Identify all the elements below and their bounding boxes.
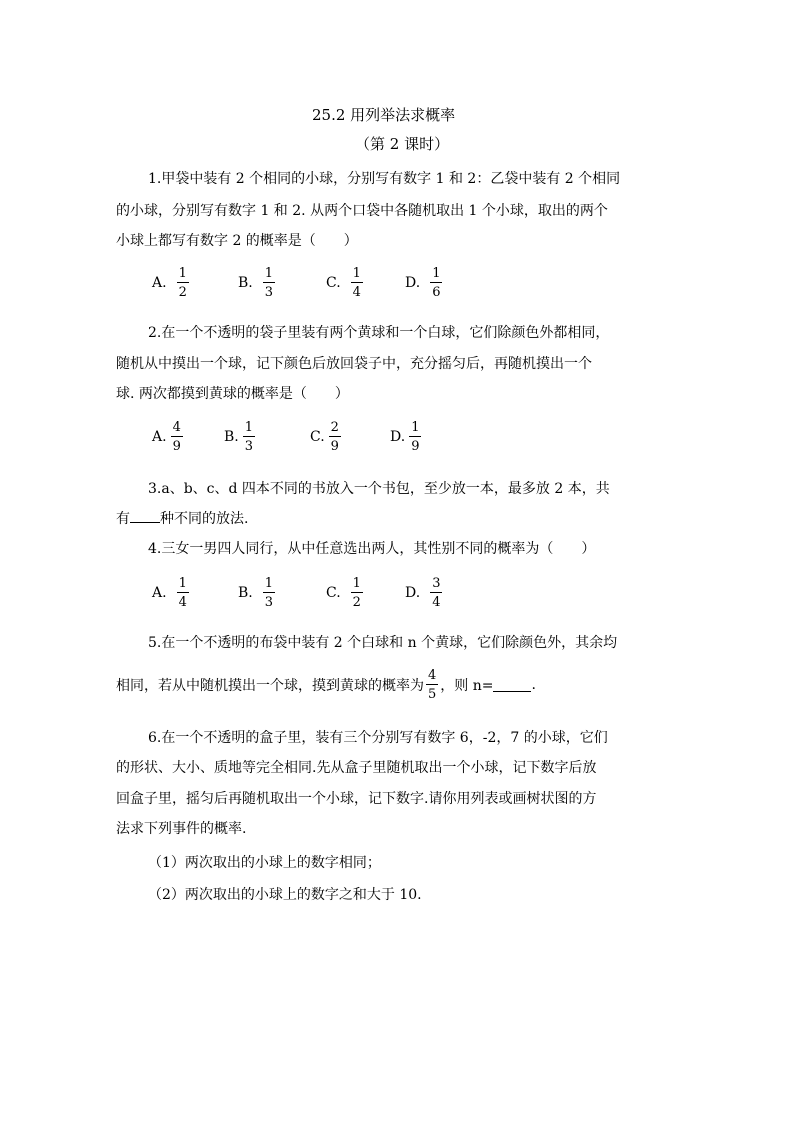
page-subtitle: （第 2 课时） xyxy=(355,135,450,153)
question-4-option-a xyxy=(152,576,191,610)
fraction xyxy=(351,266,363,300)
fraction-numerator: 3 xyxy=(432,576,441,591)
question-5-text: ，则 n= xyxy=(440,678,494,694)
fraction xyxy=(430,266,442,300)
question-2-option-d xyxy=(390,420,423,454)
question-1-line: 1.甲袋中装有 2 个相同的小球，分别写有数字 1 和 2：乙袋中装有 2 个相同 xyxy=(148,171,621,187)
fraction-numerator: 1 xyxy=(352,266,361,281)
fraction-numerator: 1 xyxy=(264,576,274,591)
fraction-denominator: 6 xyxy=(432,285,441,300)
question-1-option-a xyxy=(152,266,191,300)
question-1-option-b xyxy=(238,266,277,300)
fraction-denominator: 5 xyxy=(428,687,437,702)
fraction xyxy=(243,420,255,454)
fraction-denominator: 4 xyxy=(178,595,187,610)
option-letter: C. xyxy=(310,429,325,445)
question-4-option-c xyxy=(326,576,365,610)
question-5-text: 相同，若从中随机摸出一个球，摸到黄球的概率为 xyxy=(116,678,424,694)
fraction-numerator: 1 xyxy=(178,266,187,281)
fraction xyxy=(171,420,183,454)
option-letter: B. xyxy=(238,585,253,601)
fraction-numerator: 1 xyxy=(352,576,361,591)
fraction xyxy=(263,576,275,610)
fraction-denominator: 9 xyxy=(172,439,181,454)
option-letter: B. xyxy=(238,275,253,291)
fraction-numerator: 1 xyxy=(178,576,187,591)
fraction-denominator: 2 xyxy=(178,285,187,300)
question-6-subquestion-2: （2）两次取出的小球上的数字之和大于 10. xyxy=(148,887,422,903)
question-4-line: 4.三女一男四人同行，从中任意选出两人，其性别不同的概率为（ ） xyxy=(148,541,596,557)
question-3-line: 3.a、b、c、d 四本不同的书放入一个书包，至少放一本，最多放 2 本，共 xyxy=(148,481,610,497)
fraction-denominator: 4 xyxy=(352,285,361,300)
fraction xyxy=(426,668,438,702)
fraction-numerator: 4 xyxy=(172,420,181,435)
question-4-option-b xyxy=(238,576,277,610)
fraction xyxy=(177,266,189,300)
fraction-numerator: 1 xyxy=(432,266,441,281)
question-5-line xyxy=(116,668,536,702)
question-3-text: 种不同的放法. xyxy=(160,511,249,527)
question-1-line: 小球上都写有数字 2 的概率是（ ） xyxy=(116,233,358,249)
question-4-option-d xyxy=(405,576,444,610)
question-2-line: 随机从中摸出一个球，记下颜色后放回袋子中，充分摇匀后，再随机摸出一个 xyxy=(116,356,592,372)
question-1-line: 的小球，分别写有数字 1 和 2. 从两个口袋中各随机取出 1 个小球，取出的两个 xyxy=(116,203,608,219)
fraction-denominator: 9 xyxy=(411,439,420,454)
fraction-numerator: 2 xyxy=(330,420,339,435)
question-6-subquestion-1: （1）两次取出的小球上的数字相同； xyxy=(148,855,381,871)
question-2-option-a xyxy=(152,420,185,454)
fraction-denominator: 2 xyxy=(352,595,361,610)
fraction-denominator: 3 xyxy=(264,285,274,300)
answer-blank[interactable] xyxy=(493,679,531,692)
question-1-option-c xyxy=(326,266,365,300)
question-6-line: 回盒子里，摇匀后再随机取出一个小球，记下数字.请你用列表或画树状图的方 xyxy=(116,791,597,807)
question-2-option-b xyxy=(224,420,257,454)
question-3-text: 有 xyxy=(116,511,130,527)
answer-blank[interactable] xyxy=(130,508,160,523)
question-1-option-d xyxy=(405,266,444,300)
question-2-line: 2.在一个不透明的袋子里装有两个黄球和一个白球，它们除颜色外都相同， xyxy=(148,325,610,341)
question-5-text: . xyxy=(531,677,536,693)
fraction-denominator: 9 xyxy=(330,439,339,454)
question-2-line: 球. 两次都摸到黄球的概率是（ ） xyxy=(116,386,349,402)
fraction-numerator: 1 xyxy=(264,266,274,281)
fraction-denominator: 3 xyxy=(244,439,254,454)
question-3-line xyxy=(116,508,248,528)
fraction xyxy=(177,576,189,610)
question-6-line: 法求下列事件的概率. xyxy=(116,821,247,837)
option-letter: A. xyxy=(152,585,167,601)
fraction-denominator: 4 xyxy=(432,595,441,610)
option-letter: B. xyxy=(224,429,239,445)
option-letter: D. xyxy=(405,275,421,291)
question-6-line: 6.在一个不透明的盒子里，装有三个分别写有数字 6，-2，7 的小球，它们 xyxy=(148,730,608,746)
fraction-numerator: 1 xyxy=(411,420,420,435)
question-5-line: 5.在一个不透明的布袋中装有 2 个白球和 n 个黄球，它们除颜色外，其余均 xyxy=(148,635,618,651)
fraction-numerator: 4 xyxy=(428,668,437,683)
option-letter: C. xyxy=(326,585,341,601)
fraction xyxy=(263,266,275,300)
fraction xyxy=(351,576,363,610)
fraction xyxy=(409,420,421,454)
option-letter: A. xyxy=(152,429,167,445)
option-letter: D. xyxy=(405,585,421,601)
option-letter: D. xyxy=(390,429,406,445)
fraction xyxy=(430,576,442,610)
question-6-line: 的形状、大小、质地等完全相同.先从盒子里随机取出一个小球，记下数字后放 xyxy=(116,760,597,776)
page-title: 25.2 用列举法求概率 xyxy=(312,106,456,124)
fraction xyxy=(329,420,341,454)
fraction-denominator: 3 xyxy=(264,595,274,610)
option-letter: C. xyxy=(326,275,341,291)
fraction-numerator: 1 xyxy=(244,420,254,435)
option-letter: A. xyxy=(152,275,167,291)
question-2-option-c xyxy=(310,420,343,454)
